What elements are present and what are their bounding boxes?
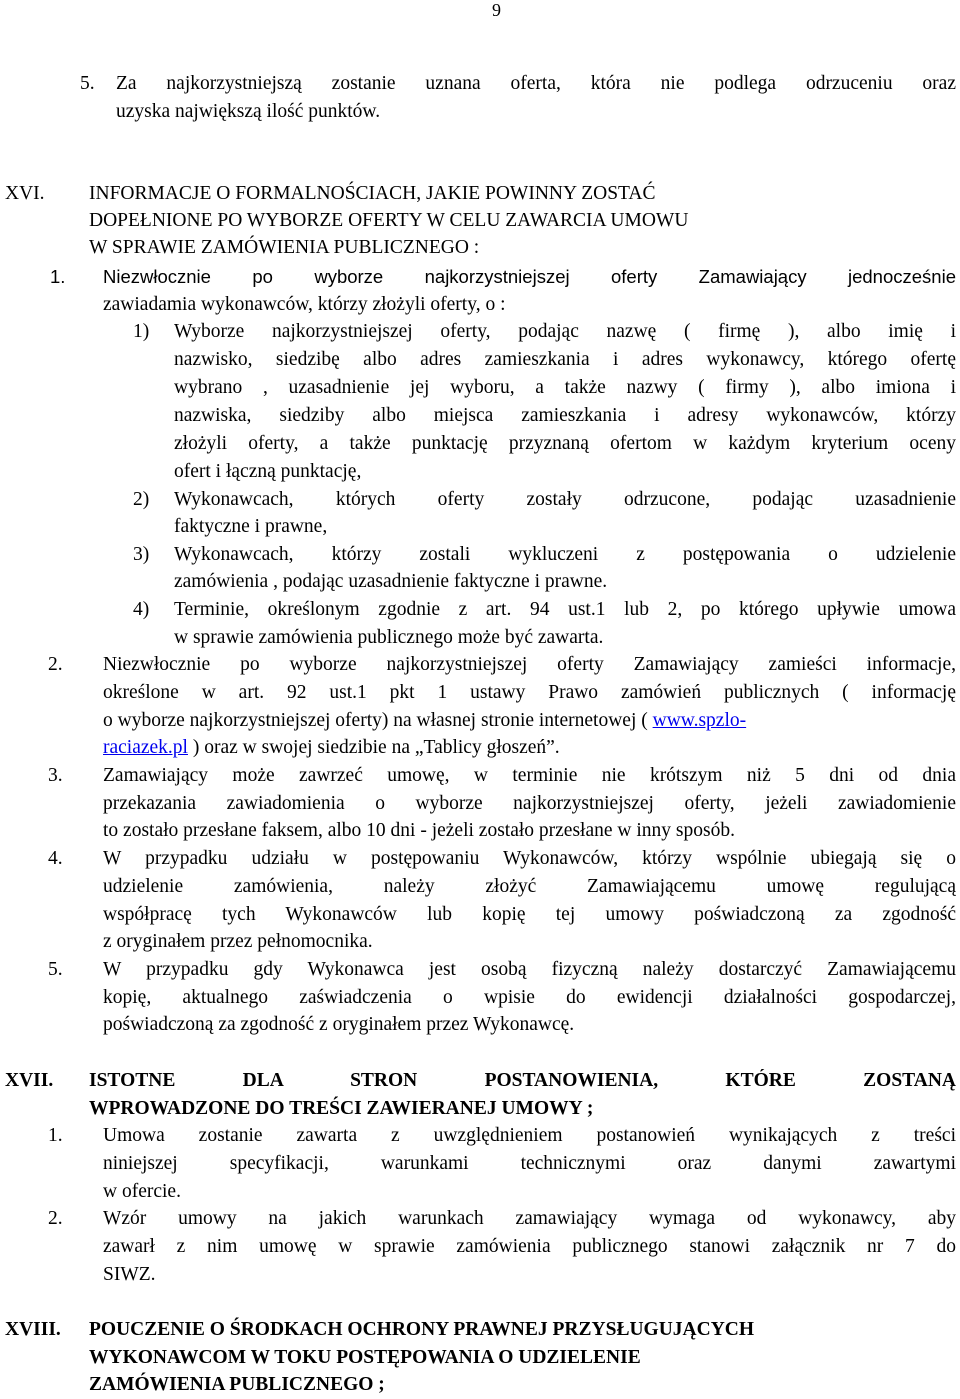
- item-text-line: uzyska największą ilość punktów.: [116, 101, 381, 122]
- subitem-text-line: faktyczne i prawne,: [174, 516, 328, 537]
- paragraph-text-line: zawiadamia wykonawców, którzy złożyli oferty, o :: [103, 294, 506, 315]
- paragraph-text-line: udzielenie zamówienia, należy złożyć Zamawiającemu umowę regulującą: [103, 876, 956, 897]
- subitem-number: 4): [133, 599, 150, 620]
- paragraph-text-line: kopię, aktualnego zaświadczenia o wpisie do ewidencji działalności gospodarczej,: [103, 987, 956, 1008]
- paragraph-number: 4.: [48, 848, 63, 869]
- subitem-number: 3): [133, 544, 150, 565]
- subitem-text-line: nazwiska, siedziby albo miejsca zamieszkania i adresy wykonawców, którzy: [174, 405, 956, 426]
- paragraph-text-line: Zamawiający może zawrzeć umowę, w terminie nie krótszym niż 5 dni od dnia: [103, 765, 956, 786]
- subitem-text-line: złożyli oferty, a także punktację przyznaną ofertom w każdym kryterium oceny: [174, 433, 956, 454]
- subitem-text-line: ofert i łączną punktację,: [174, 461, 362, 482]
- section-heading-line: ZAMÓWIENIA PUBLICZNEGO ;: [89, 1374, 385, 1395]
- paragraph-number: 5.: [48, 959, 63, 980]
- paragraph-text-line: SIWZ.: [103, 1264, 156, 1285]
- paragraph-text-line: z oryginałem przez pełnomocnika.: [103, 931, 373, 952]
- section-heading-line: POUCZENIE O ŚRODKACH OCHRONY PRAWNEJ PRZYSŁUGUJĄCYCH: [89, 1319, 755, 1340]
- section-number: XVI.: [5, 183, 45, 204]
- website-link[interactable]: raciazek.pl: [103, 737, 188, 758]
- paragraph-number: 2.: [48, 1208, 63, 1229]
- subitem-text-line: Terminie, określonym zgodnie z art. 94 ust.1 lub 2, po którego upływie umowa: [174, 599, 956, 620]
- paragraph-text-line: niniejszej specyfikacji, warunkami technicznymi oraz danymi zawartymi: [103, 1153, 956, 1174]
- paragraph-text-line: Niezwłocznie po wyborze najkorzystniejszej oferty Zamawiający jednocześnie: [103, 266, 956, 287]
- subitem-number: 1): [133, 321, 150, 342]
- paragraph-text-line: [103, 709, 746, 733]
- section-heading-line: WPROWADZONE DO TREŚCI ZAWIERANEJ UMOWY ;: [89, 1098, 594, 1119]
- subitem-text-line: Wykonawcach, którzy zostali wykluczeni z postępowania o udzielenie: [174, 544, 956, 565]
- subitem-text-line: zamówienia , podając uzasadnienie faktyczne i prawne.: [174, 571, 608, 592]
- paragraph-number: 1.: [50, 266, 66, 287]
- paragraph-text-line: [103, 736, 560, 760]
- subitem-text-line: wybrano , uzasadnienie jej wyboru, a także nazwy ( firmy ), albo imiona i: [174, 377, 956, 398]
- section-heading-line: WYKONAWCOM W TOKU POSTĘPOWANIA O UDZIELENIE: [89, 1347, 641, 1368]
- paragraph-text: ) oraz w swojej siedzibie na „Tablicy głoszeń”.: [187, 737, 560, 758]
- website-link[interactable]: www.spzlo-: [652, 710, 747, 731]
- paragraph-text: o wyborze najkorzystniejszej oferty) na własnej stronie internetowej (: [103, 710, 653, 731]
- paragraph-text-line: W przypadku udziału w postępowaniu Wykonawców, którzy wspólnie ubiegają się o: [103, 848, 956, 869]
- subitem-text-line: Wykonawcach, których oferty zostały odrzucone, podając uzasadnienie: [174, 489, 956, 510]
- subitem-number: 2): [133, 489, 150, 510]
- section-heading-line: DOPEŁNIONE PO WYBORZE OFERTY W CELU ZAWARCIA UMOWU: [89, 210, 689, 231]
- paragraph-text-line: zawarł z nim umowę w sprawie zamówienia publicznego stanowi załącznik nr 7 do: [103, 1236, 956, 1257]
- paragraph-text-line: to zostało przesłane faksem, albo 10 dni - jeżeli zostało przesłane w inny sposób.: [103, 820, 735, 841]
- section-number: XVIII.: [5, 1319, 61, 1340]
- paragraph-number: 2.: [48, 654, 63, 675]
- subitem-text-line: nazwisko, siedzibę albo adres zamieszkania i adres wykonawcy, którego ofertę: [174, 349, 956, 370]
- section-heading-line: INFORMACJE O FORMALNOŚCIACH, JAKIE POWINNY ZOSTAĆ: [89, 183, 656, 204]
- subitem-text-line: Wyborze najkorzystniejszej oferty, podając nazwę ( firmę ), albo imię i: [174, 321, 956, 342]
- paragraph-text-line: poświadczoną za zgodność z oryginałem przez Wykonawcę.: [103, 1014, 575, 1035]
- paragraph-text-line: określone w art. 92 ust.1 pkt 1 ustawy Prawo zamówień publicznych ( informację: [103, 682, 956, 703]
- section-heading-line: ISTOTNE DLA STRON POSTANOWIENIA, KTÓRE ZOSTANĄ: [89, 1070, 956, 1091]
- page-number: 9: [492, 0, 501, 20]
- paragraph-text-line: Wzór umowy na jakich warunkach zamawiający wymaga od wykonawcy, aby: [103, 1208, 956, 1229]
- subitem-text-line: w sprawie zamówienia publicznego może być zawarta.: [174, 627, 604, 648]
- item-number: 5.: [80, 73, 95, 94]
- paragraph-text-line: W przypadku gdy Wykonawca jest osobą fizyczną należy dostarczyć Zamawiającemu: [103, 959, 956, 980]
- paragraph-text-line: współpracę tych Wykonawców lub kopię tej umowy poświadczoną za zgodność: [103, 904, 956, 925]
- paragraph-text-line: przekazania zawiadomienia o wyborze najkorzystniejszej oferty, jeżeli zawiadomienie: [103, 793, 956, 814]
- section-number: XVII.: [5, 1070, 54, 1091]
- paragraph-number: 1.: [48, 1125, 63, 1146]
- paragraph-text-line: Umowa zostanie zawarta z uwzględnieniem postanowień wynikających z treści: [103, 1125, 956, 1146]
- section-heading-line: W SPRAWIE ZAMÓWIENIA PUBLICZNEGO :: [89, 237, 480, 258]
- paragraph-text-line: Niezwłocznie po wyborze najkorzystniejszej oferty Zamawiający zamieści informacje,: [103, 654, 956, 675]
- paragraph-number: 3.: [48, 765, 63, 786]
- item-text-line: Za najkorzystniejszą zostanie uznana oferta, która nie podlega odrzuceniu oraz: [116, 73, 956, 94]
- paragraph-text-line: w ofercie.: [103, 1181, 181, 1202]
